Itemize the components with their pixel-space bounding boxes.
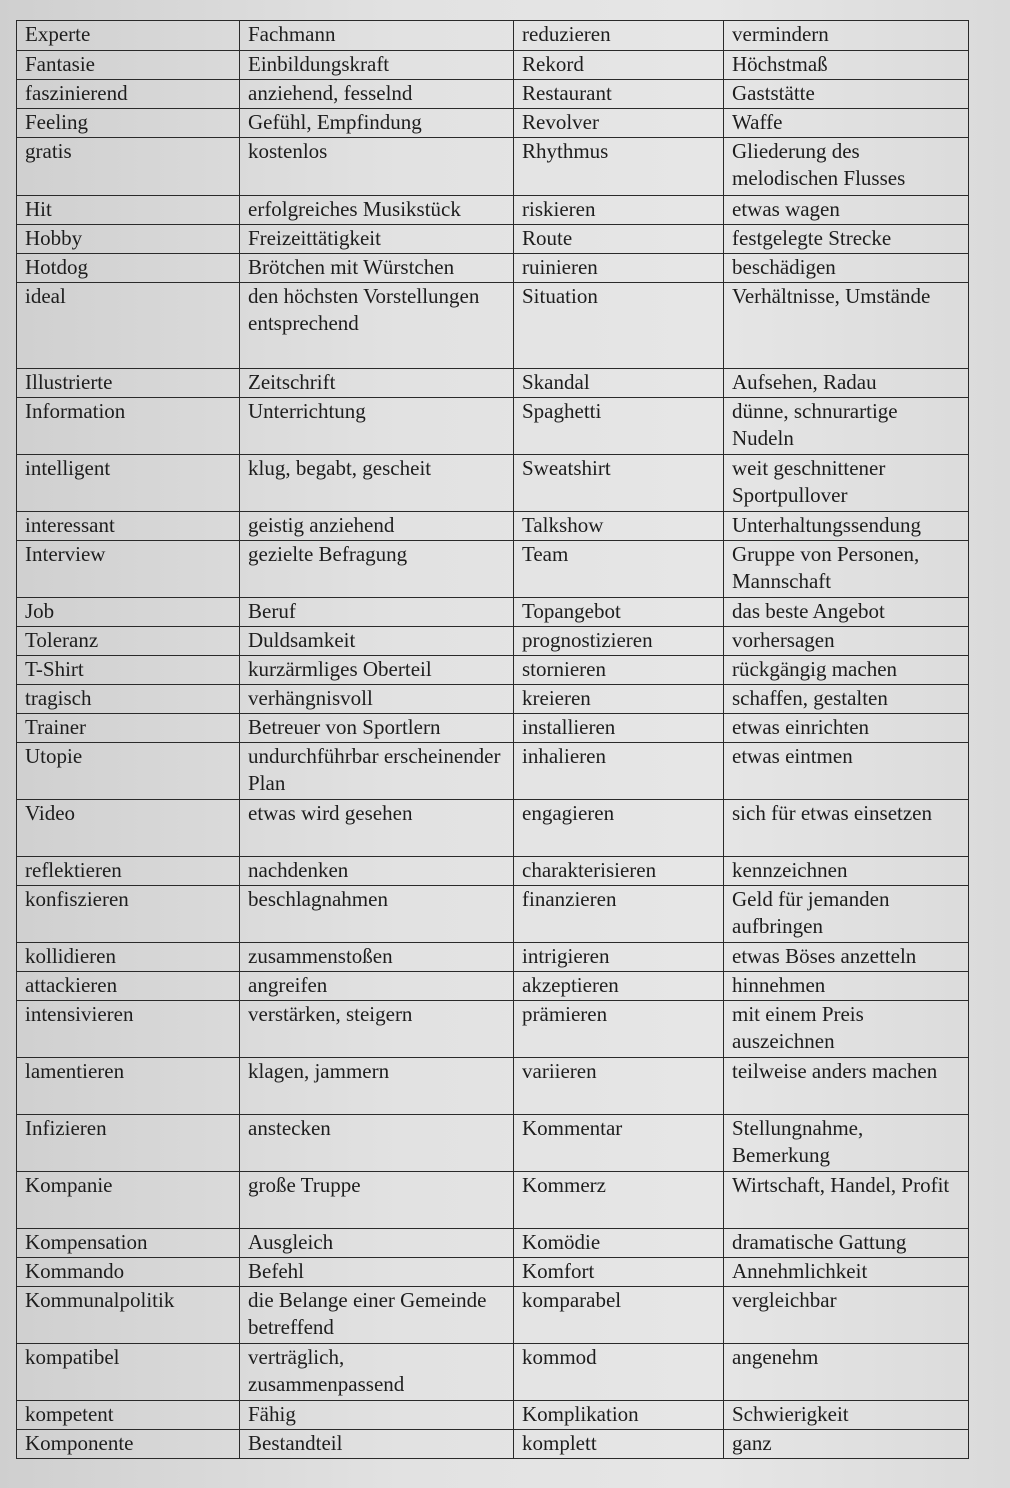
vocabulary-table (16, 20, 969, 1459)
german-meaning-cell: etwas wird gesehen (240, 800, 514, 857)
table-row (17, 369, 969, 398)
foreign-word-cell: ruinieren (514, 254, 724, 283)
foreign-word-cell: prämieren (514, 1001, 724, 1058)
foreign-word-cell: konfiszieren (17, 886, 240, 943)
foreign-word-cell: Talkshow (514, 512, 724, 541)
german-meaning-cell: kostenlos (240, 138, 514, 196)
foreign-word-cell: Kompensation (17, 1229, 240, 1258)
foreign-word-cell: attackieren (17, 972, 240, 1001)
german-meaning-cell: Schwierigkeit (724, 1401, 969, 1430)
german-meaning-cell: gezielte Befragung (240, 541, 514, 598)
table-row (17, 1287, 969, 1344)
foreign-word-cell: ideal (17, 283, 240, 369)
foreign-word-cell: Rhythmus (514, 138, 724, 196)
german-meaning-cell: vergleichbar (724, 1287, 969, 1344)
german-meaning-cell: klagen, jammern (240, 1058, 514, 1115)
german-meaning-cell: Aufsehen, Radau (724, 369, 969, 398)
foreign-word-cell: faszinierend (17, 80, 240, 109)
foreign-word-cell: Restaurant (514, 80, 724, 109)
german-meaning-cell: Betreuer von Sportlern (240, 714, 514, 743)
german-meaning-cell: Annehmlichkeit (724, 1258, 969, 1287)
german-meaning-cell: nachdenken (240, 857, 514, 886)
table-row (17, 109, 969, 138)
foreign-word-cell: variieren (514, 1058, 724, 1115)
german-meaning-cell: Unterhaltungssendung (724, 512, 969, 541)
german-meaning-cell: vermindern (724, 21, 969, 51)
german-meaning-cell: teilweise anders machen (724, 1058, 969, 1115)
table-row (17, 714, 969, 743)
foreign-word-cell: Kommando (17, 1258, 240, 1287)
foreign-word-cell: Revolver (514, 109, 724, 138)
german-meaning-cell: klug, begabt, gescheit (240, 455, 514, 512)
german-meaning-cell: Wirtschaft, Handel, Profit (724, 1172, 969, 1229)
german-meaning-cell: den höchsten Vorstellungen entsprechend (240, 283, 514, 369)
german-meaning-cell: rückgängig machen (724, 656, 969, 685)
foreign-word-cell: Komplikation (514, 1401, 724, 1430)
table-row (17, 254, 969, 283)
table-row (17, 857, 969, 886)
german-meaning-cell: Befehl (240, 1258, 514, 1287)
german-meaning-cell: etwas Böses anzetteln (724, 943, 969, 972)
german-meaning-cell: etwas einrichten (724, 714, 969, 743)
foreign-word-cell: Hit (17, 196, 240, 225)
german-meaning-cell: dramatische Gattung (724, 1229, 969, 1258)
german-meaning-cell: die Belange einer Gemeinde betreffend (240, 1287, 514, 1344)
foreign-word-cell: Komfort (514, 1258, 724, 1287)
german-meaning-cell: kurzärmliges Oberteil (240, 656, 514, 685)
table-row (17, 21, 969, 51)
german-meaning-cell: vorhersagen (724, 627, 969, 656)
foreign-word-cell: Trainer (17, 714, 240, 743)
foreign-word-cell: kreieren (514, 685, 724, 714)
table-row (17, 1115, 969, 1172)
foreign-word-cell: installieren (514, 714, 724, 743)
german-meaning-cell: etwas wagen (724, 196, 969, 225)
vocabulary-table-body (17, 21, 969, 1459)
german-meaning-cell: sich für etwas einsetzen (724, 800, 969, 857)
german-meaning-cell: ganz (724, 1430, 969, 1459)
foreign-word-cell: Information (17, 398, 240, 455)
table-row (17, 1258, 969, 1287)
german-meaning-cell: hinnehmen (724, 972, 969, 1001)
foreign-word-cell: Video (17, 800, 240, 857)
german-meaning-cell: Gruppe von Personen, Mannschaft (724, 541, 969, 598)
foreign-word-cell: inhalieren (514, 743, 724, 800)
german-meaning-cell: Ausgleich (240, 1229, 514, 1258)
foreign-word-cell: Team (514, 541, 724, 598)
foreign-word-cell: Fantasie (17, 51, 240, 80)
german-meaning-cell: Duldsamkeit (240, 627, 514, 656)
german-meaning-cell: undurchführbar erscheinender Plan (240, 743, 514, 800)
german-meaning-cell: Einbildungskraft (240, 51, 514, 80)
foreign-word-cell: Kompanie (17, 1172, 240, 1229)
foreign-word-cell: komplett (514, 1430, 724, 1459)
foreign-word-cell: interessant (17, 512, 240, 541)
foreign-word-cell: Kommentar (514, 1115, 724, 1172)
table-row (17, 541, 969, 598)
table-row (17, 656, 969, 685)
foreign-word-cell: Experte (17, 21, 240, 51)
german-meaning-cell: Fähig (240, 1401, 514, 1430)
german-meaning-cell: anstecken (240, 1115, 514, 1172)
foreign-word-cell: Hobby (17, 225, 240, 254)
foreign-word-cell: intensivieren (17, 1001, 240, 1058)
german-meaning-cell: geistig anziehend (240, 512, 514, 541)
foreign-word-cell: tragisch (17, 685, 240, 714)
foreign-word-cell: intrigieren (514, 943, 724, 972)
german-meaning-cell: Brötchen mit Würstchen (240, 254, 514, 283)
foreign-word-cell: reflektieren (17, 857, 240, 886)
foreign-word-cell: Komponente (17, 1430, 240, 1459)
foreign-word-cell: Utopie (17, 743, 240, 800)
german-meaning-cell: anziehend, fesselnd (240, 80, 514, 109)
table-row (17, 1344, 969, 1401)
foreign-word-cell: Route (514, 225, 724, 254)
foreign-word-cell: Illustrierte (17, 369, 240, 398)
table-row (17, 51, 969, 80)
german-meaning-cell: etwas eintmen (724, 743, 969, 800)
vocabulary-table-wrapper (16, 20, 968, 1459)
foreign-word-cell: Sweatshirt (514, 455, 724, 512)
german-meaning-cell: Zeitschrift (240, 369, 514, 398)
foreign-word-cell: Kommunalpolitik (17, 1287, 240, 1344)
german-meaning-cell: Geld für jemanden aufbringen (724, 886, 969, 943)
foreign-word-cell: riskieren (514, 196, 724, 225)
foreign-word-cell: kommod (514, 1344, 724, 1401)
german-meaning-cell: Stellungnahme, Bemerkung (724, 1115, 969, 1172)
german-meaning-cell: Gaststätte (724, 80, 969, 109)
table-row (17, 283, 969, 369)
german-meaning-cell: Verhältnisse, Umstände (724, 283, 969, 369)
foreign-word-cell: Topangebot (514, 598, 724, 627)
foreign-word-cell: Toleranz (17, 627, 240, 656)
german-meaning-cell: große Truppe (240, 1172, 514, 1229)
german-meaning-cell: Beruf (240, 598, 514, 627)
table-row (17, 800, 969, 857)
foreign-word-cell: Feeling (17, 109, 240, 138)
german-meaning-cell: beschlagnahmen (240, 886, 514, 943)
foreign-word-cell: Skandal (514, 369, 724, 398)
foreign-word-cell: Job (17, 598, 240, 627)
foreign-word-cell: finanzieren (514, 886, 724, 943)
german-meaning-cell: Bestandteil (240, 1430, 514, 1459)
german-meaning-cell: Waffe (724, 109, 969, 138)
german-meaning-cell: dünne, schnurartige Nudeln (724, 398, 969, 455)
german-meaning-cell: beschädigen (724, 254, 969, 283)
foreign-word-cell: Situation (514, 283, 724, 369)
table-row (17, 685, 969, 714)
german-meaning-cell: mit einem Preis auszeichnen (724, 1001, 969, 1058)
foreign-word-cell: Interview (17, 541, 240, 598)
table-row (17, 598, 969, 627)
german-meaning-cell: verträglich, zusammenpassend (240, 1344, 514, 1401)
table-row (17, 1401, 969, 1430)
table-row (17, 1058, 969, 1115)
foreign-word-cell: Spaghetti (514, 398, 724, 455)
german-meaning-cell: Gefühl, Empfindung (240, 109, 514, 138)
foreign-word-cell: charakterisieren (514, 857, 724, 886)
foreign-word-cell: Rekord (514, 51, 724, 80)
foreign-word-cell: komparabel (514, 1287, 724, 1344)
german-meaning-cell: kennzeichnen (724, 857, 969, 886)
german-meaning-cell: angenehm (724, 1344, 969, 1401)
german-meaning-cell: das beste Angebot (724, 598, 969, 627)
table-row (17, 80, 969, 109)
german-meaning-cell: Fachmann (240, 21, 514, 51)
table-row (17, 886, 969, 943)
german-meaning-cell: schaffen, gestalten (724, 685, 969, 714)
table-row (17, 1430, 969, 1459)
table-row (17, 972, 969, 1001)
table-row (17, 455, 969, 512)
german-meaning-cell: zusammenstoßen (240, 943, 514, 972)
foreign-word-cell: kollidieren (17, 943, 240, 972)
foreign-word-cell: T-Shirt (17, 656, 240, 685)
german-meaning-cell: Gliederung des melodischen Flusses (724, 138, 969, 196)
german-meaning-cell: verhängnisvoll (240, 685, 514, 714)
german-meaning-cell: erfolgreiches Musikstück (240, 196, 514, 225)
foreign-word-cell: stornieren (514, 656, 724, 685)
german-meaning-cell: weit geschnittener Sportpullover (724, 455, 969, 512)
table-row (17, 398, 969, 455)
german-meaning-cell: angreifen (240, 972, 514, 1001)
table-row (17, 196, 969, 225)
table-row (17, 1001, 969, 1058)
table-row (17, 943, 969, 972)
table-row (17, 138, 969, 196)
table-row (17, 512, 969, 541)
foreign-word-cell: reduzieren (514, 21, 724, 51)
german-meaning-cell: verstärken, steigern (240, 1001, 514, 1058)
foreign-word-cell: lamentieren (17, 1058, 240, 1115)
foreign-word-cell: akzeptieren (514, 972, 724, 1001)
table-row (17, 743, 969, 800)
table-row (17, 225, 969, 254)
foreign-word-cell: Infizieren (17, 1115, 240, 1172)
foreign-word-cell: kompetent (17, 1401, 240, 1430)
foreign-word-cell: Kommerz (514, 1172, 724, 1229)
foreign-word-cell: Hotdog (17, 254, 240, 283)
german-meaning-cell: Freizeittätigkeit (240, 225, 514, 254)
german-meaning-cell: festgelegte Strecke (724, 225, 969, 254)
foreign-word-cell: engagieren (514, 800, 724, 857)
foreign-word-cell: intelligent (17, 455, 240, 512)
german-meaning-cell: Höchstmaß (724, 51, 969, 80)
foreign-word-cell: Komödie (514, 1229, 724, 1258)
table-row (17, 627, 969, 656)
foreign-word-cell: gratis (17, 138, 240, 196)
table-row (17, 1229, 969, 1258)
foreign-word-cell: kompatibel (17, 1344, 240, 1401)
foreign-word-cell: prognostizieren (514, 627, 724, 656)
table-row (17, 1172, 969, 1229)
german-meaning-cell: Unterrichtung (240, 398, 514, 455)
